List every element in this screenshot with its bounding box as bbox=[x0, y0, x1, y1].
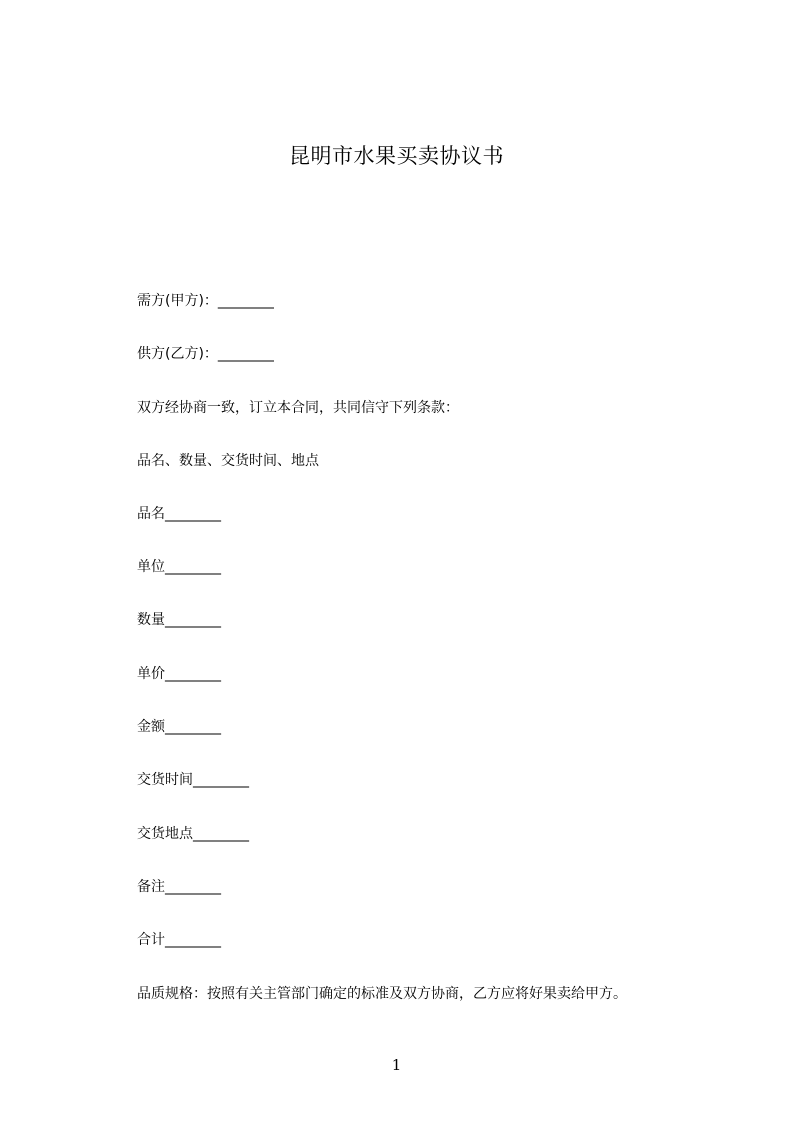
page-number: 1 bbox=[391, 1056, 402, 1074]
remarks-line: 备注________ bbox=[137, 879, 221, 895]
unit-price-line: 单价________ bbox=[137, 666, 221, 682]
agreement-intro-line: 双方经协商一致，订立本合同，共同信守下列条款： bbox=[137, 400, 459, 416]
unit-line: 单位________ bbox=[137, 559, 221, 575]
seller-party-line: 供方(乙方)：________ bbox=[137, 346, 274, 362]
document-title: 昆明市水果买卖协议书 bbox=[289, 144, 504, 168]
product-name-line: 品名________ bbox=[137, 506, 221, 522]
section-heading-line: 品名、数量、交货时间、地点 bbox=[137, 453, 319, 469]
delivery-location-line: 交货地点________ bbox=[137, 826, 249, 842]
delivery-time-line: 交货时间________ bbox=[137, 772, 249, 788]
quantity-line: 数量________ bbox=[137, 612, 221, 628]
total-line: 合计________ bbox=[137, 932, 221, 948]
amount-line: 金额________ bbox=[137, 719, 221, 735]
quality-spec-line: 品质规格：按照有关主管部门确定的标准及双方协商，乙方应将好果卖给甲方。 bbox=[137, 986, 627, 1002]
buyer-party-line: 需方(甲方)：________ bbox=[137, 293, 274, 309]
